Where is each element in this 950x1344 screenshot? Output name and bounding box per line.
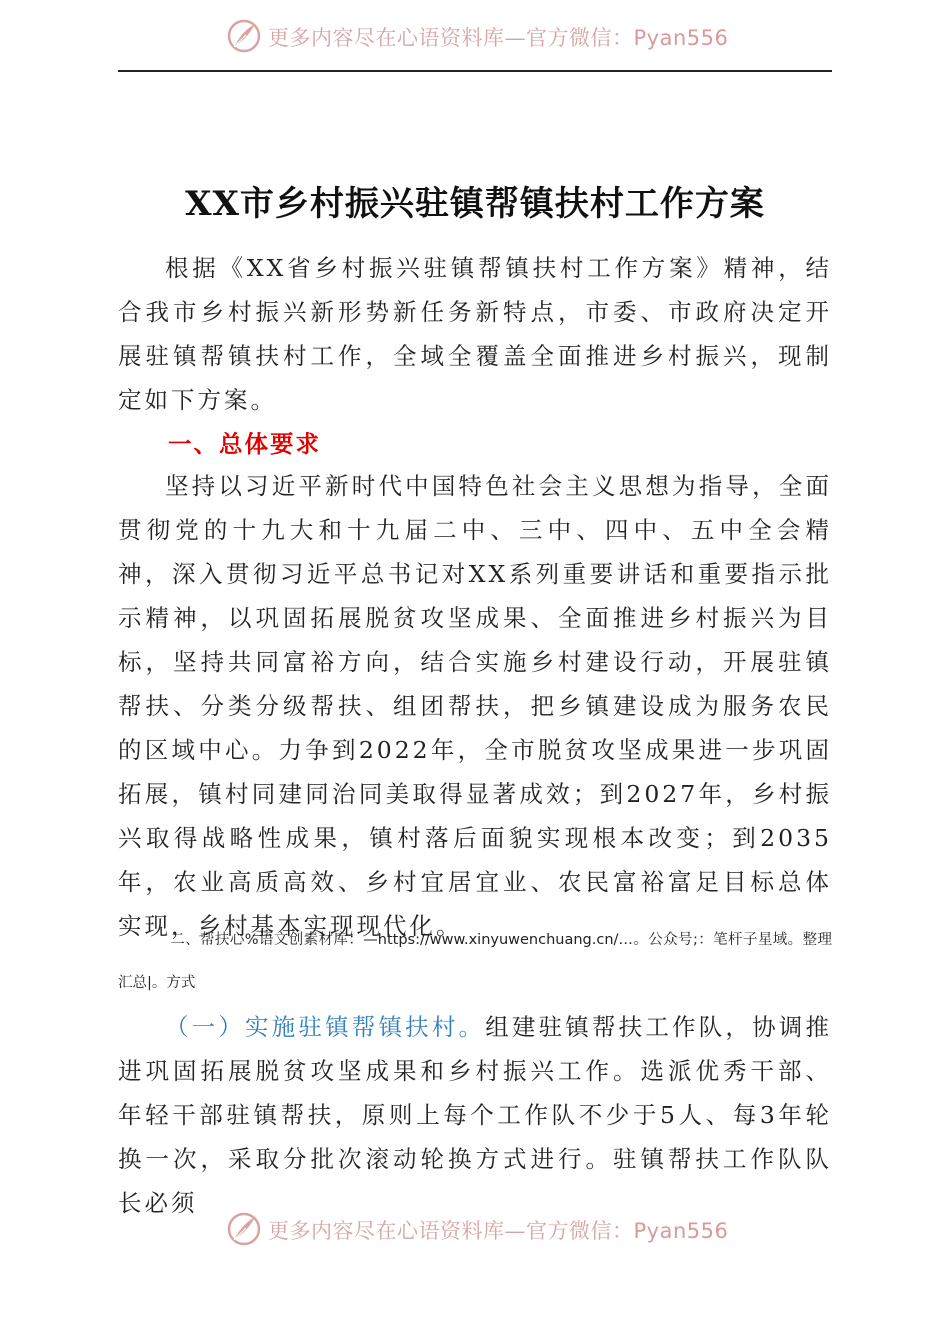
header-banner-text (268, 22, 728, 52)
header-wechat-id: Pyan556 (633, 26, 729, 50)
header-banner (0, 12, 950, 62)
footer-wechat-id: Pyan556 (633, 1219, 729, 1243)
section-1-heading: 一、总体要求 (168, 430, 321, 458)
section-1-paragraph: 坚持以习近平新时代中国特色社会主义思想为指导，全面贯彻党的十九大和十九届二中、三中、四中、五中全会精神，深入贯彻习近平总书记对XX系列重要讲话和重要指示批示精神，以巩固拓展脱贫攻坚成果、全面推进乡村振兴为目标，坚持共同富裕方向，结合实施乡村建设行动，开展驻镇帮扶、分类分级帮扶、组团帮扶，把乡镇建设成为服务农民的区域中心。力争到2022年，全市脱贫攻坚成果进一步巩固拓展，镇村同建同治同美取得显著成效；到2027年，乡村振兴取得战略性成果，镇村落后面貌实现根本改变；到2035年，农业高质高效、乡村宜居宜业、农民富裕富足目标总体实现，乡村基本实现现代化。 (118, 472, 832, 940)
document-title: XX市乡村振兴驻镇帮镇扶村工作方案 (185, 184, 765, 224)
subsection-1-paragraph (118, 1005, 832, 1225)
footer-banner-text (268, 1215, 728, 1245)
section-2-line: 二、帮扶心%语文创素材库：—https://www.xinyuwenchuang.cn/…。公众号;：笔杆子星域。整理汇总|。方式 (118, 932, 832, 991)
footer-banner-label: 更多内容尽在心语资料库—官方微信： (268, 1219, 634, 1243)
quill-logo-icon (226, 1211, 262, 1247)
header-banner-label: 更多内容尽在心语资料库—官方微信： (268, 26, 634, 50)
subsection-1-text: 组建驻镇帮扶工作队，协调推进巩固拓展脱贫攻坚成果和乡村振兴工作。选派优秀干部、年轻干部驻镇帮扶，原则上每个工作队不少于5人、每3年轮换一次，采取分批次滚动轮换方式进行。驻镇帮扶工作队队长必须 (118, 1013, 832, 1217)
quill-logo-icon (226, 18, 262, 54)
footer-banner (0, 1205, 950, 1255)
intro-paragraph: 根据《XX省乡村振兴驻镇帮镇扶村工作方案》精神，结合我市乡村振兴新形势新任务新特点，市委、市政府决定开展驻镇帮镇扶村工作，全域全覆盖全面推进乡村振兴，现制定如下方案。 (118, 254, 832, 414)
subsection-1-heading: （一）实施驻镇帮镇扶村。 (165, 1013, 486, 1041)
header-divider (118, 70, 832, 72)
